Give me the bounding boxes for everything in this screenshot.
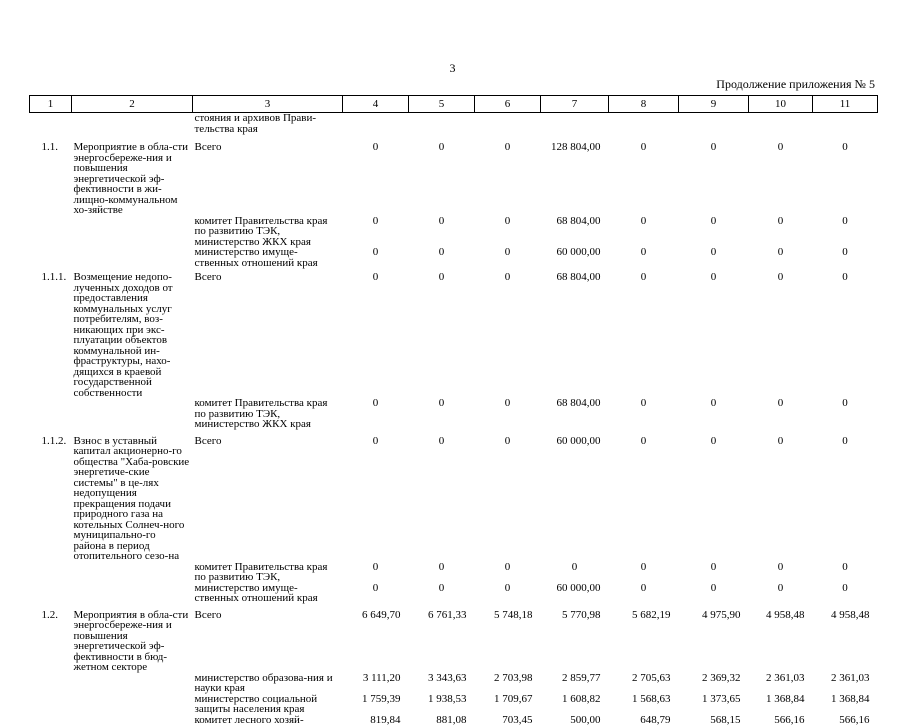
value-cell: 566,16 xyxy=(839,713,870,726)
table-row xyxy=(30,610,878,673)
table-row xyxy=(30,436,878,562)
value-cell: 0 xyxy=(438,560,445,573)
value-cell: 0 xyxy=(504,397,511,409)
value-cell: 0 xyxy=(842,246,848,258)
value-cell: 0 xyxy=(504,434,511,447)
value-cell: 566,16 xyxy=(774,713,805,726)
table-row xyxy=(30,272,878,398)
value-cell: 0 xyxy=(710,560,717,573)
item-name: Возмещение недопо-лученных доходов от предоставления коммунальных услуг потребителям, воз-никающих при экс-плуатации объектов коммунальной ин-фраструктуры, нахо-дящихся в краевой государственной собственности xyxy=(73,271,173,399)
value-cell: 0 xyxy=(504,271,511,283)
value-cell: 0 xyxy=(710,214,717,227)
item-name xyxy=(72,398,193,430)
header-cell: 9 xyxy=(679,96,749,113)
value-cell: 0 xyxy=(777,560,784,573)
value-cell: 0 xyxy=(640,141,647,153)
value-cell: 0 xyxy=(777,434,784,447)
value-cell: 0 xyxy=(640,246,647,258)
continuation-title: Продолжение приложения № 5 xyxy=(716,77,875,91)
value-cell: 819,84 xyxy=(370,713,401,726)
value-cell: 0 xyxy=(710,271,717,283)
value-cell: 0 xyxy=(777,397,784,409)
value-cell: 0 xyxy=(438,581,445,594)
value-cell: 0 xyxy=(504,141,511,153)
value-cell: 0 xyxy=(842,141,848,153)
value-cell: 0 xyxy=(640,214,647,227)
value-cell: 0 xyxy=(842,560,848,573)
value-cell xyxy=(343,113,409,135)
executor-name: министерство образова-ния и науки края xyxy=(194,671,333,694)
value-cell: 6 761,33 xyxy=(428,608,467,621)
value-cell: 5 748,18 xyxy=(494,608,533,621)
item-number xyxy=(30,247,72,268)
value-cell: 3 343,63 xyxy=(428,671,467,684)
header-cell: 5 xyxy=(409,96,475,113)
value-cell: 2 361,03 xyxy=(766,671,805,684)
item-number: 1.2. xyxy=(41,608,58,621)
value-cell: 568,15 xyxy=(710,713,741,726)
executor-name: комитет лесного хозяй- xyxy=(194,713,304,726)
value-cell: 648,79 xyxy=(640,713,671,726)
item-number xyxy=(30,398,72,430)
value-cell: 60 000,00 xyxy=(556,581,601,594)
value-cell: 1 759,39 xyxy=(362,692,401,705)
value-cell: 1 568,63 xyxy=(632,692,671,705)
item-name xyxy=(72,715,193,726)
item-name xyxy=(72,113,193,135)
executor-name: министерство имуще-ственных отношений края xyxy=(194,581,318,604)
item-name: Взнос в уставный капитал акционерно-го общества "Хаба-ровские энергетиче-ские системы" в це-лях недопущения прекращения подачи природного газа на котельных Солнеч-ного муниципально-го района в период отопительного сезо-на xyxy=(73,434,190,562)
value-cell: 128 804,00 xyxy=(551,141,601,153)
executor-name: Всего xyxy=(194,434,222,447)
value-cell: 1 608,82 xyxy=(562,692,601,705)
item-number: 1.1.1. xyxy=(41,271,67,283)
item-name xyxy=(72,694,193,715)
value-cell: 68 804,00 xyxy=(556,214,601,227)
header-cell: 8 xyxy=(609,96,679,113)
table-row xyxy=(30,113,878,135)
value-cell: 68 804,00 xyxy=(556,397,601,409)
executor-name: комитет Правительства края по развитию ТЭК, министерство ЖКХ края xyxy=(194,397,328,430)
item-number: 1.1.2. xyxy=(41,434,67,447)
value-cell: 0 xyxy=(372,434,379,447)
value-cell: 0 xyxy=(640,581,647,594)
value-cell: 0 xyxy=(777,141,784,153)
value-cell xyxy=(409,113,475,135)
value-cell: 0 xyxy=(640,560,647,573)
table-row xyxy=(30,247,878,268)
item-name: Мероприятия в обла-сти энергосбереже-ния и повышения энергетической эф-фективности в бюд-жетном секторе xyxy=(73,608,189,673)
value-cell: 1 709,67 xyxy=(494,692,533,705)
value-cell xyxy=(813,113,878,135)
value-cell: 0 xyxy=(504,214,511,227)
value-cell: 0 xyxy=(372,560,379,573)
table-row xyxy=(30,583,878,604)
table-row xyxy=(30,142,878,216)
value-cell: 0 xyxy=(777,214,784,227)
value-cell: 4 958,48 xyxy=(831,608,870,621)
value-cell: 68 804,00 xyxy=(556,271,601,283)
value-cell: 0 xyxy=(842,581,848,594)
value-cell: 0 xyxy=(710,397,717,409)
table-row xyxy=(30,694,878,715)
value-cell: 703,45 xyxy=(502,713,533,726)
value-cell: 0 xyxy=(372,141,379,153)
item-number xyxy=(30,113,72,135)
item-number: 1.1. xyxy=(41,141,58,153)
table-row xyxy=(30,715,878,726)
item-name xyxy=(72,583,193,604)
value-cell: 2 369,32 xyxy=(702,671,741,684)
executor-name: комитет Правительства края по развитию ТЭК, xyxy=(194,560,328,583)
value-cell: 0 xyxy=(438,434,445,447)
value-cell: 0 xyxy=(438,271,445,283)
value-cell: 0 xyxy=(640,397,647,409)
item-name xyxy=(72,673,193,694)
header-cell: 11 xyxy=(813,96,878,113)
value-cell: 0 xyxy=(710,434,717,447)
value-cell: 2 705,63 xyxy=(632,671,671,684)
value-cell: 0 xyxy=(504,581,511,594)
table-row xyxy=(30,673,878,694)
table-row xyxy=(30,398,878,430)
item-name xyxy=(72,216,193,248)
header-cell: 1 xyxy=(30,96,72,113)
value-cell xyxy=(475,113,541,135)
value-cell: 0 xyxy=(842,271,848,283)
item-name xyxy=(72,247,193,268)
header-cell: 4 xyxy=(343,96,409,113)
value-cell: 0 xyxy=(504,560,511,573)
item-number xyxy=(30,583,72,604)
value-cell: 0 xyxy=(372,246,379,258)
table-row xyxy=(30,562,878,583)
header-cell: 3 xyxy=(193,96,343,113)
value-cell: 60 000,00 xyxy=(556,434,601,447)
item-number xyxy=(30,216,72,248)
value-cell: 0 xyxy=(710,141,717,153)
value-cell: 0 xyxy=(438,214,445,227)
value-cell: 4 958,48 xyxy=(766,608,805,621)
value-cell: 0 xyxy=(372,214,379,227)
header-cell: 6 xyxy=(475,96,541,113)
value-cell: 0 xyxy=(710,246,717,258)
value-cell: 2 859,77 xyxy=(562,671,601,684)
value-cell: 1 373,65 xyxy=(702,692,741,705)
value-cell: 2 703,98 xyxy=(494,671,533,684)
header-cell: 2 xyxy=(72,96,193,113)
value-cell xyxy=(541,113,609,135)
value-cell: 5 682,19 xyxy=(632,608,671,621)
item-number xyxy=(30,562,72,583)
table-row xyxy=(30,216,878,248)
value-cell: 0 xyxy=(777,271,784,283)
executor-name: министерство социальной защиты населения края xyxy=(194,692,318,715)
value-cell: 0 xyxy=(777,246,784,258)
item-number xyxy=(30,715,72,726)
table-header-row xyxy=(30,96,878,113)
table-body xyxy=(30,113,878,726)
value-cell: 0 xyxy=(842,397,848,409)
value-cell: 500,00 xyxy=(570,713,601,726)
item-number xyxy=(30,694,72,715)
value-cell: 0 xyxy=(842,214,848,227)
value-cell: 3 111,20 xyxy=(362,671,401,684)
executor-name: стояния и архивов Прави-тельства края xyxy=(194,112,317,135)
value-cell: 0 xyxy=(640,271,647,283)
value-cell: 1 938,53 xyxy=(428,692,467,705)
value-cell: 0 xyxy=(710,581,717,594)
header-cell: 7 xyxy=(541,96,609,113)
value-cell xyxy=(609,113,679,135)
executor-name: Всего xyxy=(194,141,222,153)
value-cell: 60 000,00 xyxy=(556,246,601,258)
value-cell: 0 xyxy=(438,397,445,409)
value-cell: 0 xyxy=(777,581,784,594)
value-cell: 0 xyxy=(571,560,578,573)
value-cell: 0 xyxy=(372,397,379,409)
value-cell: 6 649,70 xyxy=(362,608,401,621)
value-cell xyxy=(749,113,813,135)
value-cell: 1 368,84 xyxy=(831,692,870,705)
executor-name: министерство имуще-ственных отношений края xyxy=(194,246,318,269)
executor-name: комитет Правительства края по развитию ТЭК, министерство ЖКХ края xyxy=(194,214,328,248)
value-cell xyxy=(679,113,749,135)
executor-name: Всего xyxy=(194,271,222,283)
page-number: 3 xyxy=(449,61,456,75)
value-cell: 5 770,98 xyxy=(562,608,601,621)
value-cell: 0 xyxy=(438,141,445,153)
value-cell: 0 xyxy=(372,271,379,283)
value-cell: 2 361,03 xyxy=(831,671,870,684)
value-cell: 0 xyxy=(438,246,445,258)
value-cell: 0 xyxy=(504,246,511,258)
value-cell: 1 368,84 xyxy=(766,692,805,705)
value-cell: 4 975,90 xyxy=(702,608,741,621)
value-cell: 0 xyxy=(640,434,647,447)
value-cell: 881,08 xyxy=(436,713,467,726)
value-cell: 0 xyxy=(842,434,848,447)
item-name xyxy=(72,562,193,583)
executor-name: Всего xyxy=(194,608,222,621)
funding-table xyxy=(29,95,878,725)
value-cell: 0 xyxy=(372,581,379,594)
item-name: Мероприятие в обла-сти энергосбереже-ния и повышения энергетической эф-фективности в жи-лищно-коммунальном хо-зяйстве xyxy=(73,141,189,216)
header-cell: 10 xyxy=(749,96,813,113)
item-number xyxy=(30,673,72,694)
